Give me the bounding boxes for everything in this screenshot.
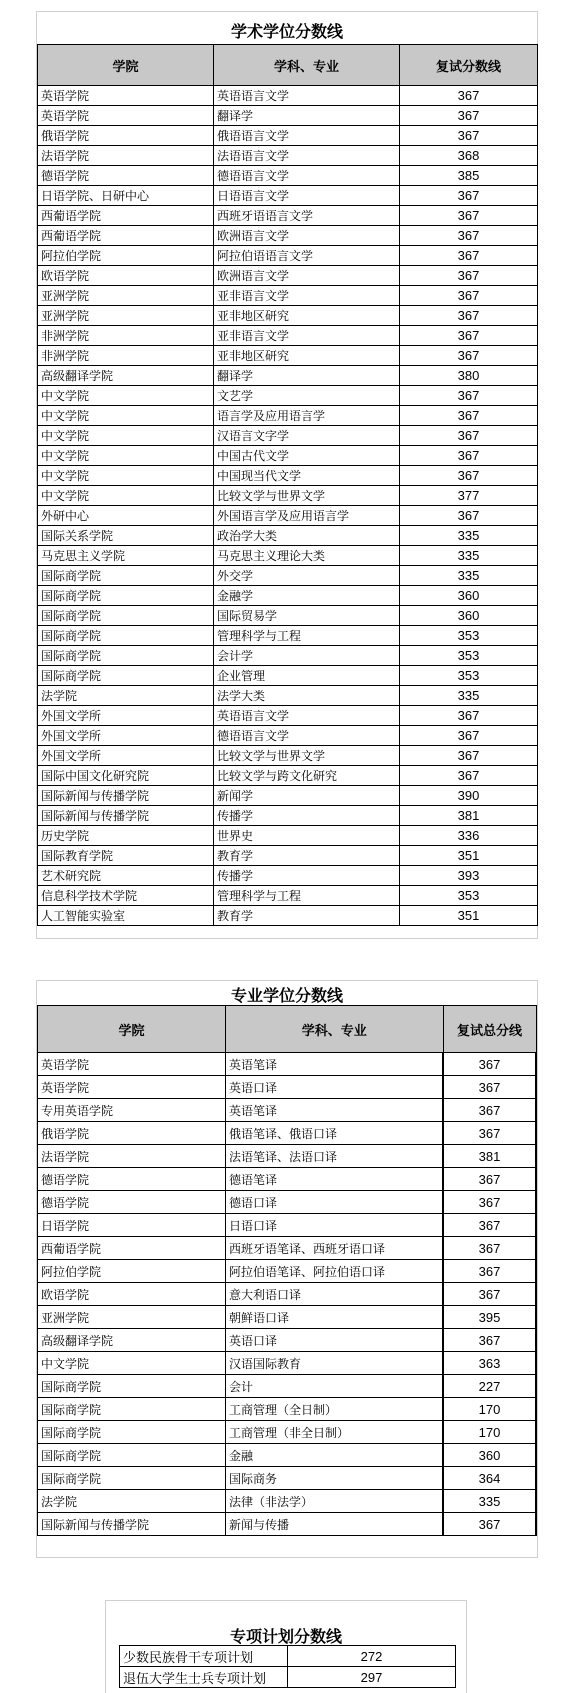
table-row — [38, 246, 538, 266]
table-row — [38, 486, 538, 506]
cell-major: 翻译学 — [214, 106, 400, 126]
cell-major: 亚非地区研究 — [214, 306, 400, 326]
cell-score: 353 — [400, 886, 538, 906]
table-row — [38, 286, 538, 306]
special-plan-panel — [105, 1600, 467, 1693]
cell-major: 法语笔译、法语口译 — [226, 1145, 444, 1168]
cell-major: 传播学 — [214, 866, 400, 886]
table-row — [38, 526, 538, 546]
cell-college: 法语学院 — [38, 1145, 226, 1168]
cell-college: 国际商学院 — [38, 1421, 226, 1444]
cell-score: 367 — [443, 1329, 536, 1352]
table-row — [38, 346, 538, 366]
table-row — [38, 1214, 537, 1237]
cell-college: 国际商学院 — [38, 626, 214, 646]
cell-score: 335 — [443, 1490, 536, 1513]
cell-major: 汉语言文字学 — [214, 426, 400, 446]
table-row — [38, 1122, 537, 1145]
table-row — [38, 266, 538, 286]
cell-score: 364 — [443, 1467, 536, 1490]
header-major: 学科、专业 — [214, 45, 400, 86]
cell-college: 国际商学院 — [38, 646, 214, 666]
cell-college: 阿拉伯学院 — [38, 1260, 226, 1283]
cell-major: 企业管理 — [214, 666, 400, 686]
cell-college: 中文学院 — [38, 406, 214, 426]
cell-major: 法律（非法学） — [226, 1490, 444, 1513]
table-row — [38, 806, 538, 826]
table-row — [38, 726, 538, 746]
cell-score: 367 — [400, 426, 538, 446]
cell-plan: 少数民族骨干专项计划 — [120, 1646, 288, 1667]
table-row — [120, 1667, 456, 1688]
table-row — [38, 1237, 537, 1260]
cell-major: 语言学及应用语言学 — [214, 406, 400, 426]
table-row — [38, 846, 538, 866]
cell-college: 非洲学院 — [38, 346, 214, 366]
cell-major: 德语口译 — [226, 1191, 444, 1214]
cell-score: 381 — [400, 806, 538, 826]
cell-major: 比较文学与跨文化研究 — [214, 766, 400, 786]
cell-major: 政治学大类 — [214, 526, 400, 546]
table-row — [38, 86, 538, 106]
table-row — [38, 1444, 537, 1467]
cell-score: 380 — [400, 366, 538, 386]
cell-score: 297 — [288, 1667, 456, 1688]
cell-score: 367 — [400, 86, 538, 106]
cell-score: 335 — [400, 526, 538, 546]
cell-major: 德语语言文学 — [214, 726, 400, 746]
cell-score: 367 — [400, 266, 538, 286]
cell-major: 亚非语言文学 — [214, 286, 400, 306]
cell-major: 管理科学与工程 — [214, 626, 400, 646]
table-row — [38, 446, 538, 466]
table-row — [38, 1398, 537, 1421]
cell-college: 马克思主义学院 — [38, 546, 214, 566]
cell-score: 351 — [400, 906, 538, 926]
cell-major: 管理科学与工程 — [214, 886, 400, 906]
table-row — [38, 306, 538, 326]
table-row — [38, 566, 538, 586]
cell-college: 非洲学院 — [38, 326, 214, 346]
academic-degree-title: 学术学位分数线 — [230, 22, 343, 41]
cell-score: 367 — [443, 1260, 536, 1283]
cell-major: 金融学 — [214, 586, 400, 606]
table-row — [38, 1053, 537, 1076]
cell-score: 367 — [443, 1191, 536, 1214]
table-row — [38, 366, 538, 386]
cell-college: 国际新闻与传播学院 — [38, 806, 214, 826]
cell-score: 367 — [443, 1168, 536, 1191]
table-row — [38, 666, 538, 686]
cell-major: 英语笔译 — [226, 1053, 444, 1076]
cell-college: 国际商学院 — [38, 586, 214, 606]
table-row — [38, 746, 538, 766]
table-row — [38, 1260, 537, 1283]
table-row — [38, 626, 538, 646]
cell-college: 国际教育学院 — [38, 846, 214, 866]
table-row — [38, 1329, 537, 1352]
special-plan-table — [119, 1645, 456, 1688]
cell-score: 360 — [400, 586, 538, 606]
table-row — [38, 606, 538, 626]
cell-major: 中国古代文学 — [214, 446, 400, 466]
cell-major: 教育学 — [214, 906, 400, 926]
cell-college: 亚洲学院 — [38, 1306, 226, 1329]
cell-major: 朝鲜语口译 — [226, 1306, 444, 1329]
cell-college: 外国文学所 — [38, 746, 214, 766]
cell-major: 中国现当代文学 — [214, 466, 400, 486]
header-score: 复试分数线 — [400, 45, 538, 86]
table-row — [38, 586, 538, 606]
cell-major: 国际商务 — [226, 1467, 444, 1490]
cell-major: 外国语言学及应用语言学 — [214, 506, 400, 526]
cell-major: 英语口译 — [226, 1329, 444, 1352]
cell-score: 335 — [400, 546, 538, 566]
cell-score: 395 — [443, 1306, 536, 1329]
table-row — [38, 906, 538, 926]
table-row — [38, 866, 538, 886]
cell-college: 国际商学院 — [38, 606, 214, 626]
cell-major: 翻译学 — [214, 366, 400, 386]
cell-major: 西班牙语语言文学 — [214, 206, 400, 226]
cell-major: 西班牙语笔译、西班牙语口译 — [226, 1237, 444, 1260]
cell-score: 367 — [400, 406, 538, 426]
cell-score: 367 — [400, 346, 538, 366]
cell-college: 法学院 — [38, 686, 214, 706]
table-row — [38, 1168, 537, 1191]
header-major: 学科、专业 — [226, 1006, 444, 1053]
cell-major: 外交学 — [214, 566, 400, 586]
cell-score: 351 — [400, 846, 538, 866]
cell-major: 欧洲语言文学 — [214, 266, 400, 286]
cell-major: 世界史 — [214, 826, 400, 846]
cell-major: 工商管理（非全日制） — [226, 1421, 444, 1444]
table-row — [38, 646, 538, 666]
cell-college: 中文学院 — [38, 426, 214, 446]
table-row — [38, 106, 538, 126]
cell-college: 高级翻译学院 — [38, 1329, 226, 1352]
cell-score: 367 — [400, 466, 538, 486]
cell-score: 227 — [443, 1375, 536, 1398]
cell-college: 外研中心 — [38, 506, 214, 526]
cell-score: 367 — [443, 1283, 536, 1306]
cell-college: 德语学院 — [38, 1168, 226, 1191]
table-row — [38, 466, 538, 486]
cell-score: 390 — [400, 786, 538, 806]
cell-score: 360 — [443, 1444, 536, 1467]
cell-major: 阿拉伯语语言文学 — [214, 246, 400, 266]
cell-college: 国际新闻与传播学院 — [38, 786, 214, 806]
table-row — [38, 166, 538, 186]
table-row — [38, 1306, 537, 1329]
cell-college: 中文学院 — [38, 466, 214, 486]
cell-college: 德语学院 — [38, 1191, 226, 1214]
cell-major: 阿拉伯语笔译、阿拉伯语口译 — [226, 1260, 444, 1283]
cell-major: 德语笔译 — [226, 1168, 444, 1191]
cell-score: 367 — [400, 246, 538, 266]
cell-college: 国际商学院 — [38, 1444, 226, 1467]
cell-score: 367 — [443, 1099, 536, 1122]
cell-college: 中文学院 — [38, 486, 214, 506]
table-row — [38, 1513, 537, 1536]
cell-score: 367 — [400, 206, 538, 226]
cell-college: 英语学院 — [38, 86, 214, 106]
cell-major: 德语语言文学 — [214, 166, 400, 186]
cell-major: 亚非地区研究 — [214, 346, 400, 366]
cell-score: 367 — [400, 106, 538, 126]
cell-college: 日语学院、日研中心 — [38, 186, 214, 206]
special-plan-title: 专项计划分数线 — [229, 1627, 342, 1646]
table-row — [38, 186, 538, 206]
cell-score: 367 — [400, 226, 538, 246]
table-row — [38, 1145, 537, 1168]
cell-score: 335 — [400, 686, 538, 706]
cell-college: 法语学院 — [38, 146, 214, 166]
cell-score: 336 — [400, 826, 538, 846]
table-row — [38, 786, 538, 806]
cell-college: 亚洲学院 — [38, 286, 214, 306]
cell-college: 亚洲学院 — [38, 306, 214, 326]
cell-score: 367 — [400, 726, 538, 746]
cell-college: 阿拉伯学院 — [38, 246, 214, 266]
header-score: 复试总分线 — [443, 1006, 536, 1053]
cell-major: 俄语语言文学 — [214, 126, 400, 146]
table-header-row — [38, 1006, 537, 1053]
cell-score: 367 — [400, 286, 538, 306]
cell-score: 367 — [400, 186, 538, 206]
table-row — [38, 1467, 537, 1490]
cell-score: 367 — [400, 746, 538, 766]
cell-major: 英语笔译 — [226, 1099, 444, 1122]
cell-score: 367 — [400, 386, 538, 406]
cell-college: 西葡语学院 — [38, 1237, 226, 1260]
cell-score: 377 — [400, 486, 538, 506]
table-row — [38, 386, 538, 406]
cell-college: 中文学院 — [38, 446, 214, 466]
table-row — [38, 1191, 537, 1214]
cell-score: 353 — [400, 666, 538, 686]
cell-score: 367 — [443, 1076, 536, 1099]
table-row — [38, 826, 538, 846]
cell-score: 367 — [400, 766, 538, 786]
cell-score: 272 — [288, 1646, 456, 1667]
table-row — [38, 546, 538, 566]
table-row — [38, 226, 538, 246]
cell-score: 367 — [400, 506, 538, 526]
cell-score: 367 — [443, 1122, 536, 1145]
cell-college: 英语学院 — [38, 106, 214, 126]
cell-major: 新闻学 — [214, 786, 400, 806]
professional-degree-title: 专业学位分数线 — [230, 986, 343, 1005]
cell-major: 会计 — [226, 1375, 444, 1398]
cell-college: 专用英语学院 — [38, 1099, 226, 1122]
cell-major: 法学大类 — [214, 686, 400, 706]
cell-college: 欧语学院 — [38, 1283, 226, 1306]
cell-major: 汉语国际教育 — [226, 1352, 444, 1375]
table-row — [38, 146, 538, 166]
academic-degree-panel — [36, 11, 538, 939]
cell-score: 335 — [400, 566, 538, 586]
table-row — [38, 886, 538, 906]
cell-major: 意大利语口译 — [226, 1283, 444, 1306]
cell-college: 信息科学技术学院 — [38, 886, 214, 906]
cell-college: 外国文学所 — [38, 706, 214, 726]
cell-college: 国际中国文化研究院 — [38, 766, 214, 786]
cell-college: 历史学院 — [38, 826, 214, 846]
cell-college: 英语学院 — [38, 1053, 226, 1076]
cell-score: 170 — [443, 1398, 536, 1421]
cell-major: 马克思主义理论大类 — [214, 546, 400, 566]
cell-college: 国际商学院 — [38, 1467, 226, 1490]
cell-college: 国际新闻与传播学院 — [38, 1513, 226, 1536]
cell-major: 比较文学与世界文学 — [214, 746, 400, 766]
cell-score: 368 — [400, 146, 538, 166]
table-row — [38, 766, 538, 786]
table-row — [38, 326, 538, 346]
cell-college: 高级翻译学院 — [38, 366, 214, 386]
cell-major: 会计学 — [214, 646, 400, 666]
cell-score: 367 — [443, 1214, 536, 1237]
cell-major: 日语语言文学 — [214, 186, 400, 206]
cell-major: 俄语笔译、俄语口译 — [226, 1122, 444, 1145]
professional-degree-table — [37, 1005, 537, 1536]
cell-college: 俄语学院 — [38, 126, 214, 146]
cell-score: 367 — [400, 446, 538, 466]
table-row — [38, 426, 538, 446]
cell-major: 新闻与传播 — [226, 1513, 444, 1536]
table-row — [38, 1490, 537, 1513]
cell-college: 德语学院 — [38, 166, 214, 186]
cell-score: 353 — [400, 626, 538, 646]
cell-score: 381 — [443, 1145, 536, 1168]
header-college: 学院 — [38, 1006, 226, 1053]
cell-major: 英语语言文学 — [214, 86, 400, 106]
cell-score: 367 — [443, 1053, 536, 1076]
cell-college: 西葡语学院 — [38, 206, 214, 226]
cell-college: 日语学院 — [38, 1214, 226, 1237]
cell-major: 金融 — [226, 1444, 444, 1467]
cell-major: 传播学 — [214, 806, 400, 826]
table-row — [120, 1646, 456, 1667]
cell-score: 353 — [400, 646, 538, 666]
cell-college: 国际商学院 — [38, 1375, 226, 1398]
table-header-row — [38, 45, 538, 86]
cell-major: 教育学 — [214, 846, 400, 866]
table-row — [38, 126, 538, 146]
cell-major: 亚非语言文学 — [214, 326, 400, 346]
table-row — [38, 1076, 537, 1099]
cell-score: 367 — [400, 306, 538, 326]
cell-college: 外国文学所 — [38, 726, 214, 746]
cell-college: 艺术研究院 — [38, 866, 214, 886]
cell-college: 中文学院 — [38, 386, 214, 406]
cell-score: 367 — [400, 326, 538, 346]
cell-major: 欧洲语言文学 — [214, 226, 400, 246]
cell-college: 国际商学院 — [38, 666, 214, 686]
cell-college: 中文学院 — [38, 1352, 226, 1375]
table-row — [38, 1421, 537, 1444]
cell-major: 工商管理（全日制） — [226, 1398, 444, 1421]
table-row — [38, 406, 538, 426]
cell-major: 比较文学与世界文学 — [214, 486, 400, 506]
table-row — [38, 506, 538, 526]
cell-score: 393 — [400, 866, 538, 886]
cell-college: 英语学院 — [38, 1076, 226, 1099]
cell-score: 360 — [400, 606, 538, 626]
cell-major: 法语语言文学 — [214, 146, 400, 166]
table-row — [38, 206, 538, 226]
professional-degree-panel — [36, 980, 538, 1558]
table-row — [38, 1283, 537, 1306]
cell-college: 国际商学院 — [38, 566, 214, 586]
cell-college: 欧语学院 — [38, 266, 214, 286]
cell-score: 367 — [443, 1513, 536, 1536]
cell-college: 国际商学院 — [38, 1398, 226, 1421]
cell-major: 英语语言文学 — [214, 706, 400, 726]
cell-score: 367 — [400, 126, 538, 146]
cell-score: 385 — [400, 166, 538, 186]
header-college: 学院 — [38, 45, 214, 86]
cell-score: 363 — [443, 1352, 536, 1375]
cell-major: 英语口译 — [226, 1076, 444, 1099]
table-row — [38, 1375, 537, 1398]
academic-degree-table — [37, 44, 538, 926]
cell-college: 俄语学院 — [38, 1122, 226, 1145]
cell-plan: 退伍大学生士兵专项计划 — [120, 1667, 288, 1688]
cell-score: 170 — [443, 1421, 536, 1444]
table-row — [38, 1099, 537, 1122]
cell-score: 367 — [443, 1237, 536, 1260]
cell-major: 文艺学 — [214, 386, 400, 406]
table-row — [38, 686, 538, 706]
table-row — [38, 706, 538, 726]
cell-college: 法学院 — [38, 1490, 226, 1513]
cell-score: 367 — [400, 706, 538, 726]
cell-major: 国际贸易学 — [214, 606, 400, 626]
cell-college: 国际关系学院 — [38, 526, 214, 546]
cell-college: 西葡语学院 — [38, 226, 214, 246]
cell-college: 人工智能实验室 — [38, 906, 214, 926]
cell-major: 日语口译 — [226, 1214, 444, 1237]
table-row — [38, 1352, 537, 1375]
